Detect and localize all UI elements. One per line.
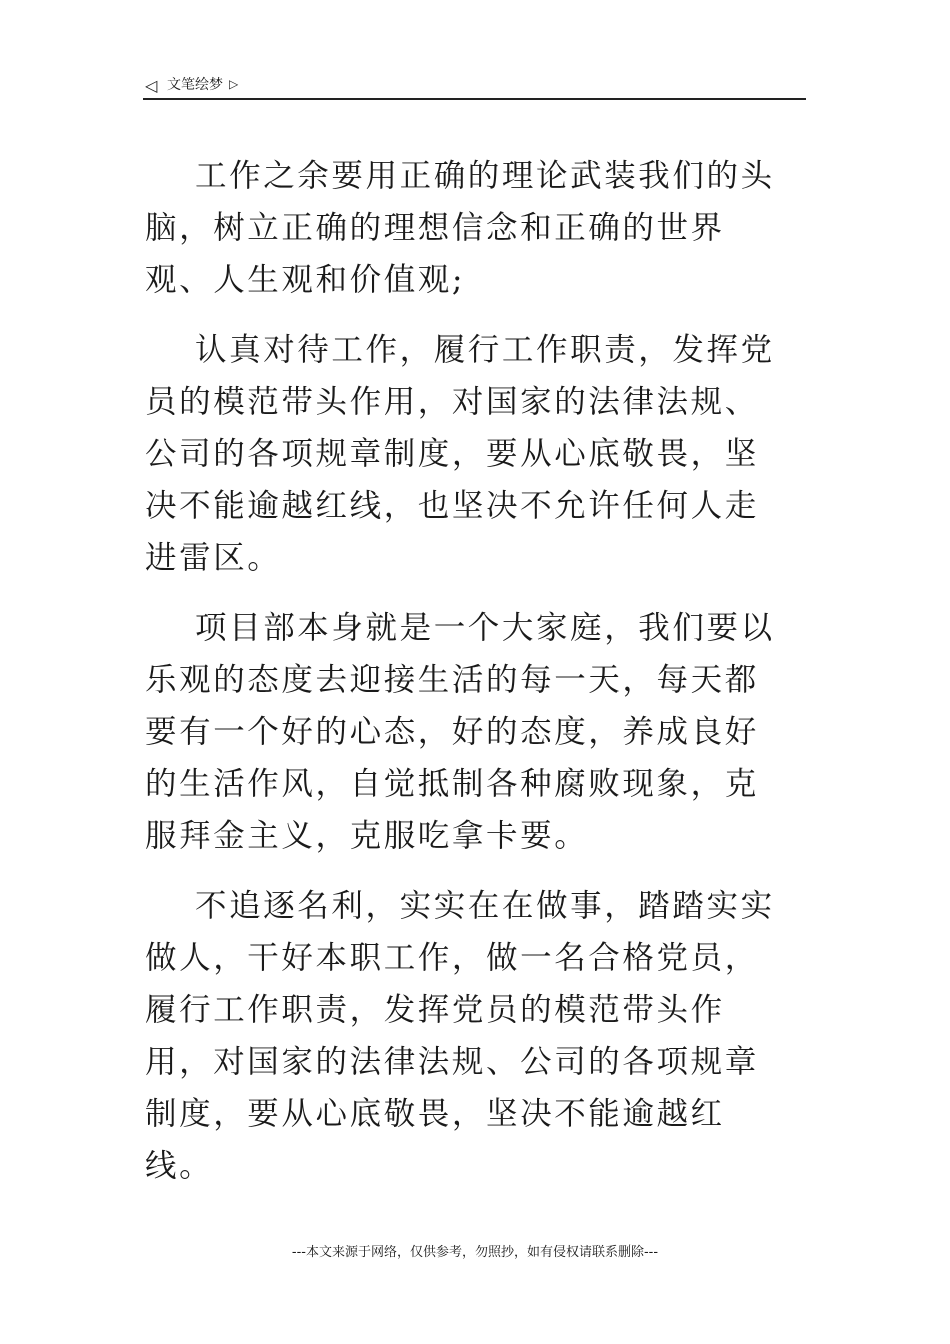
page-footer: ---本文来源于网络，仅供参考，勿照抄，如有侵权请联系删除--- bbox=[291, 1245, 659, 1260]
document-body bbox=[145, 150, 790, 1210]
paragraph-3: 项目部本身就是一个大家庭，我们要以乐观的态度去迎接生活的每一天，每天都要有一个好的心态，好的态度，养成良好的生活作风，自觉抵制各种腐败现象，克服拜金主义，克服吃拿卡要。 bbox=[145, 610, 775, 854]
paragraph-4: 不追逐名利，实实在在做事，踏踏实实做人，干好本职工作，做一名合格党员，履行工作职责，发挥党员的模范带头作用，对国家的法律法规、公司的各项规章制度，要从心底敬畏，坚决不能逾越红线。 bbox=[145, 888, 775, 1184]
triangle-left-icon: ◁ bbox=[145, 76, 158, 95]
header-brand: 文笔绘梦 bbox=[167, 77, 223, 93]
paragraph-1: 工作之余要用正确的理论武装我们的头脑，树立正确的理想信念和正确的世界观、人生观和价值观; bbox=[145, 158, 775, 298]
triangle-right-icon: ▷ bbox=[229, 77, 239, 91]
page-header bbox=[143, 74, 806, 100]
paragraph-2: 认真对待工作，履行工作职责，发挥党员的模范带头作用，对国家的法律法规、公司的各项规章制度，要从心底敬畏，坚决不能逾越红线，也坚决不允许任何人走进雷区。 bbox=[145, 332, 775, 576]
